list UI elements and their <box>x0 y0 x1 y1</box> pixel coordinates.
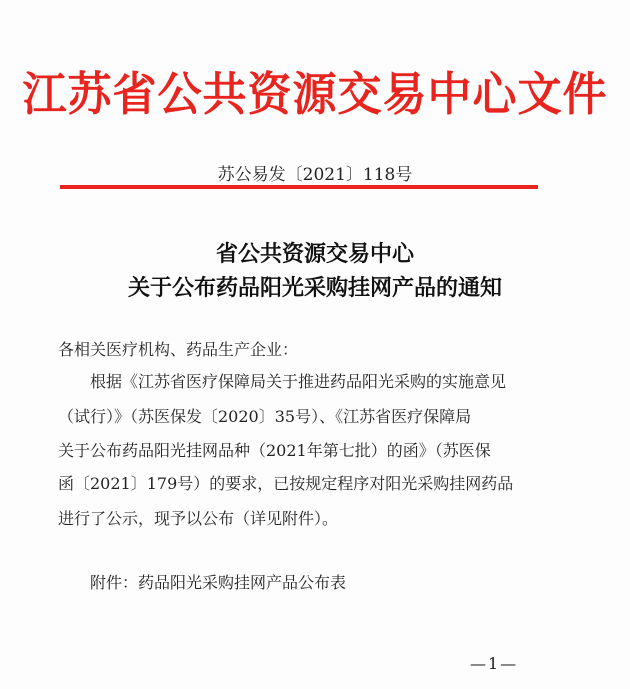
salutation: 各相关医疗机构、药品生产企业： <box>58 340 299 359</box>
red-divider-line <box>60 185 538 189</box>
attachment-line: 附件：药品阳光采购挂网产品公布表 <box>90 573 347 592</box>
notice-title-line-2: 关于公布药品阳光采购挂网产品的通知 <box>127 275 502 301</box>
body-line-1: 根据《江苏省医疗保障局关于推进药品阳光采购的实施意见 <box>90 372 507 391</box>
document-header-title: 江苏省公共资源交易中心文件 <box>22 67 608 122</box>
document-number: 苏公易发〔2021〕118号 <box>217 165 413 185</box>
body-line-3: 关于公布药品阳光挂网品种（2021年第七批）的函》（苏医保 <box>58 441 491 460</box>
notice-title-line-1: 省公共资源交易中心 <box>215 241 414 267</box>
body-line-5: 进行了公示，现予以公布（详见附件）。 <box>58 509 339 528</box>
page-number: —1— <box>470 654 519 673</box>
body-line-2: （试行）》（苏医保发〔2020〕35号）、《江苏省医疗保障局 <box>58 407 472 426</box>
body-line-4: 函〔2021〕179号）的要求，已按规定程序对阳光采购挂网药品 <box>58 474 514 493</box>
